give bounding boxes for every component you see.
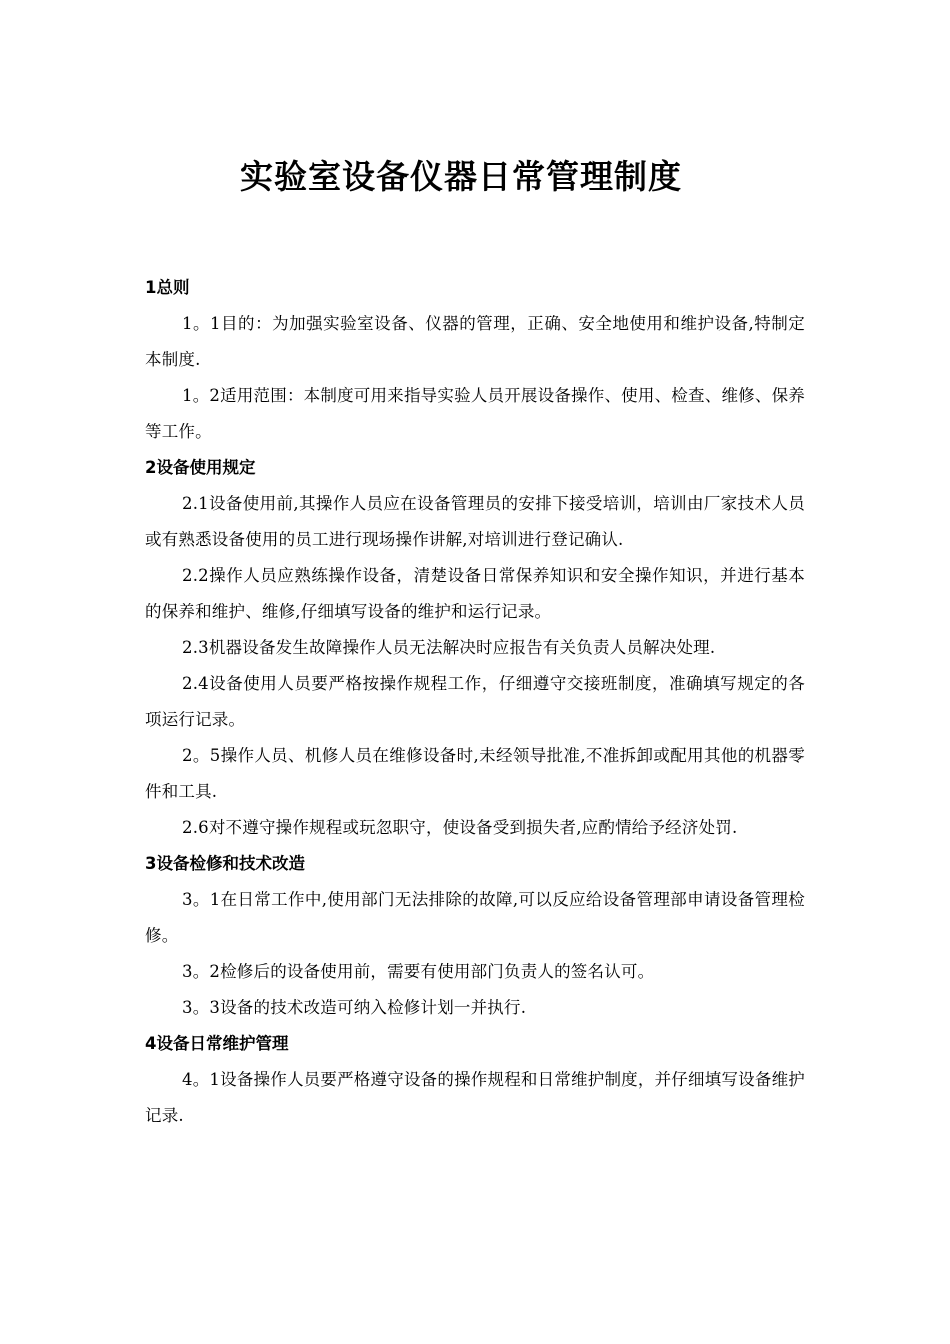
section-general (145, 270, 805, 450)
paragraph: 4。1设备操作人员要严格遵守设备的操作规程和日常维护制度，并仔细填写设备维护记录. (145, 1070, 805, 1125)
section-daily-maintenance (145, 1026, 805, 1134)
paragraph: 2.4设备使用人员要严格按操作规程工作，仔细遵守交接班制度，准确填写规定的各项运行记录。 (145, 674, 805, 729)
paragraph: 1。2适用范围：本制度可用来指导实验人员开展设备操作、使用、检查、维修、保养等工作。 (145, 386, 805, 441)
paragraph: 3。3设备的技术改造可纳入检修计划一并执行. (182, 998, 527, 1017)
paragraph: 2.2操作人员应熟练操作设备，清楚设备日常保养知识和安全操作知识，并进行基本的保养和维护、维修,仔细填写设备的维护和运行记录。 (145, 566, 805, 621)
section-usage-rules (145, 450, 805, 846)
section-heading: 2设备使用规定 (145, 458, 256, 477)
section-heading: 4设备日常维护管理 (145, 1034, 289, 1053)
paragraph: 2.1设备使用前,其操作人员应在设备管理员的安排下接受培训，培训由厂家技术人员或有熟悉设备使用的员工进行现场操作讲解,对培训进行登记确认. (145, 494, 805, 549)
section-heading: 3设备检修和技术改造 (145, 854, 305, 873)
document-title: 实验室设备仪器日常管理制度 (240, 157, 682, 196)
section-heading: 1总则 (145, 278, 190, 297)
paragraph: 3。2检修后的设备使用前，需要有使用部门负责人的签名认可。 (182, 962, 655, 981)
paragraph: 2。5操作人员、机修人员在维修设备时,未经领导批准,不准拆卸或配用其他的机器零件和工具. (145, 746, 805, 801)
section-maintenance-upgrade (145, 846, 805, 1026)
paragraph: 2.6对不遵守操作规程或玩忽职守，使设备受到损失者,应酌情给予经济处罚. (182, 818, 738, 837)
paragraph: 2.3机器设备发生故障操作人员无法解决时应报告有关负责人员解决处理. (182, 638, 716, 657)
paragraph: 3。1在日常工作中,使用部门无法排除的故障,可以反应给设备管理部申请设备管理检修。 (145, 890, 805, 945)
document-body (145, 270, 805, 1134)
paragraph: 1。1目的：为加强实验室设备、仪器的管理，正确、安全地使用和维护设备,特制定本制度. (145, 314, 805, 369)
